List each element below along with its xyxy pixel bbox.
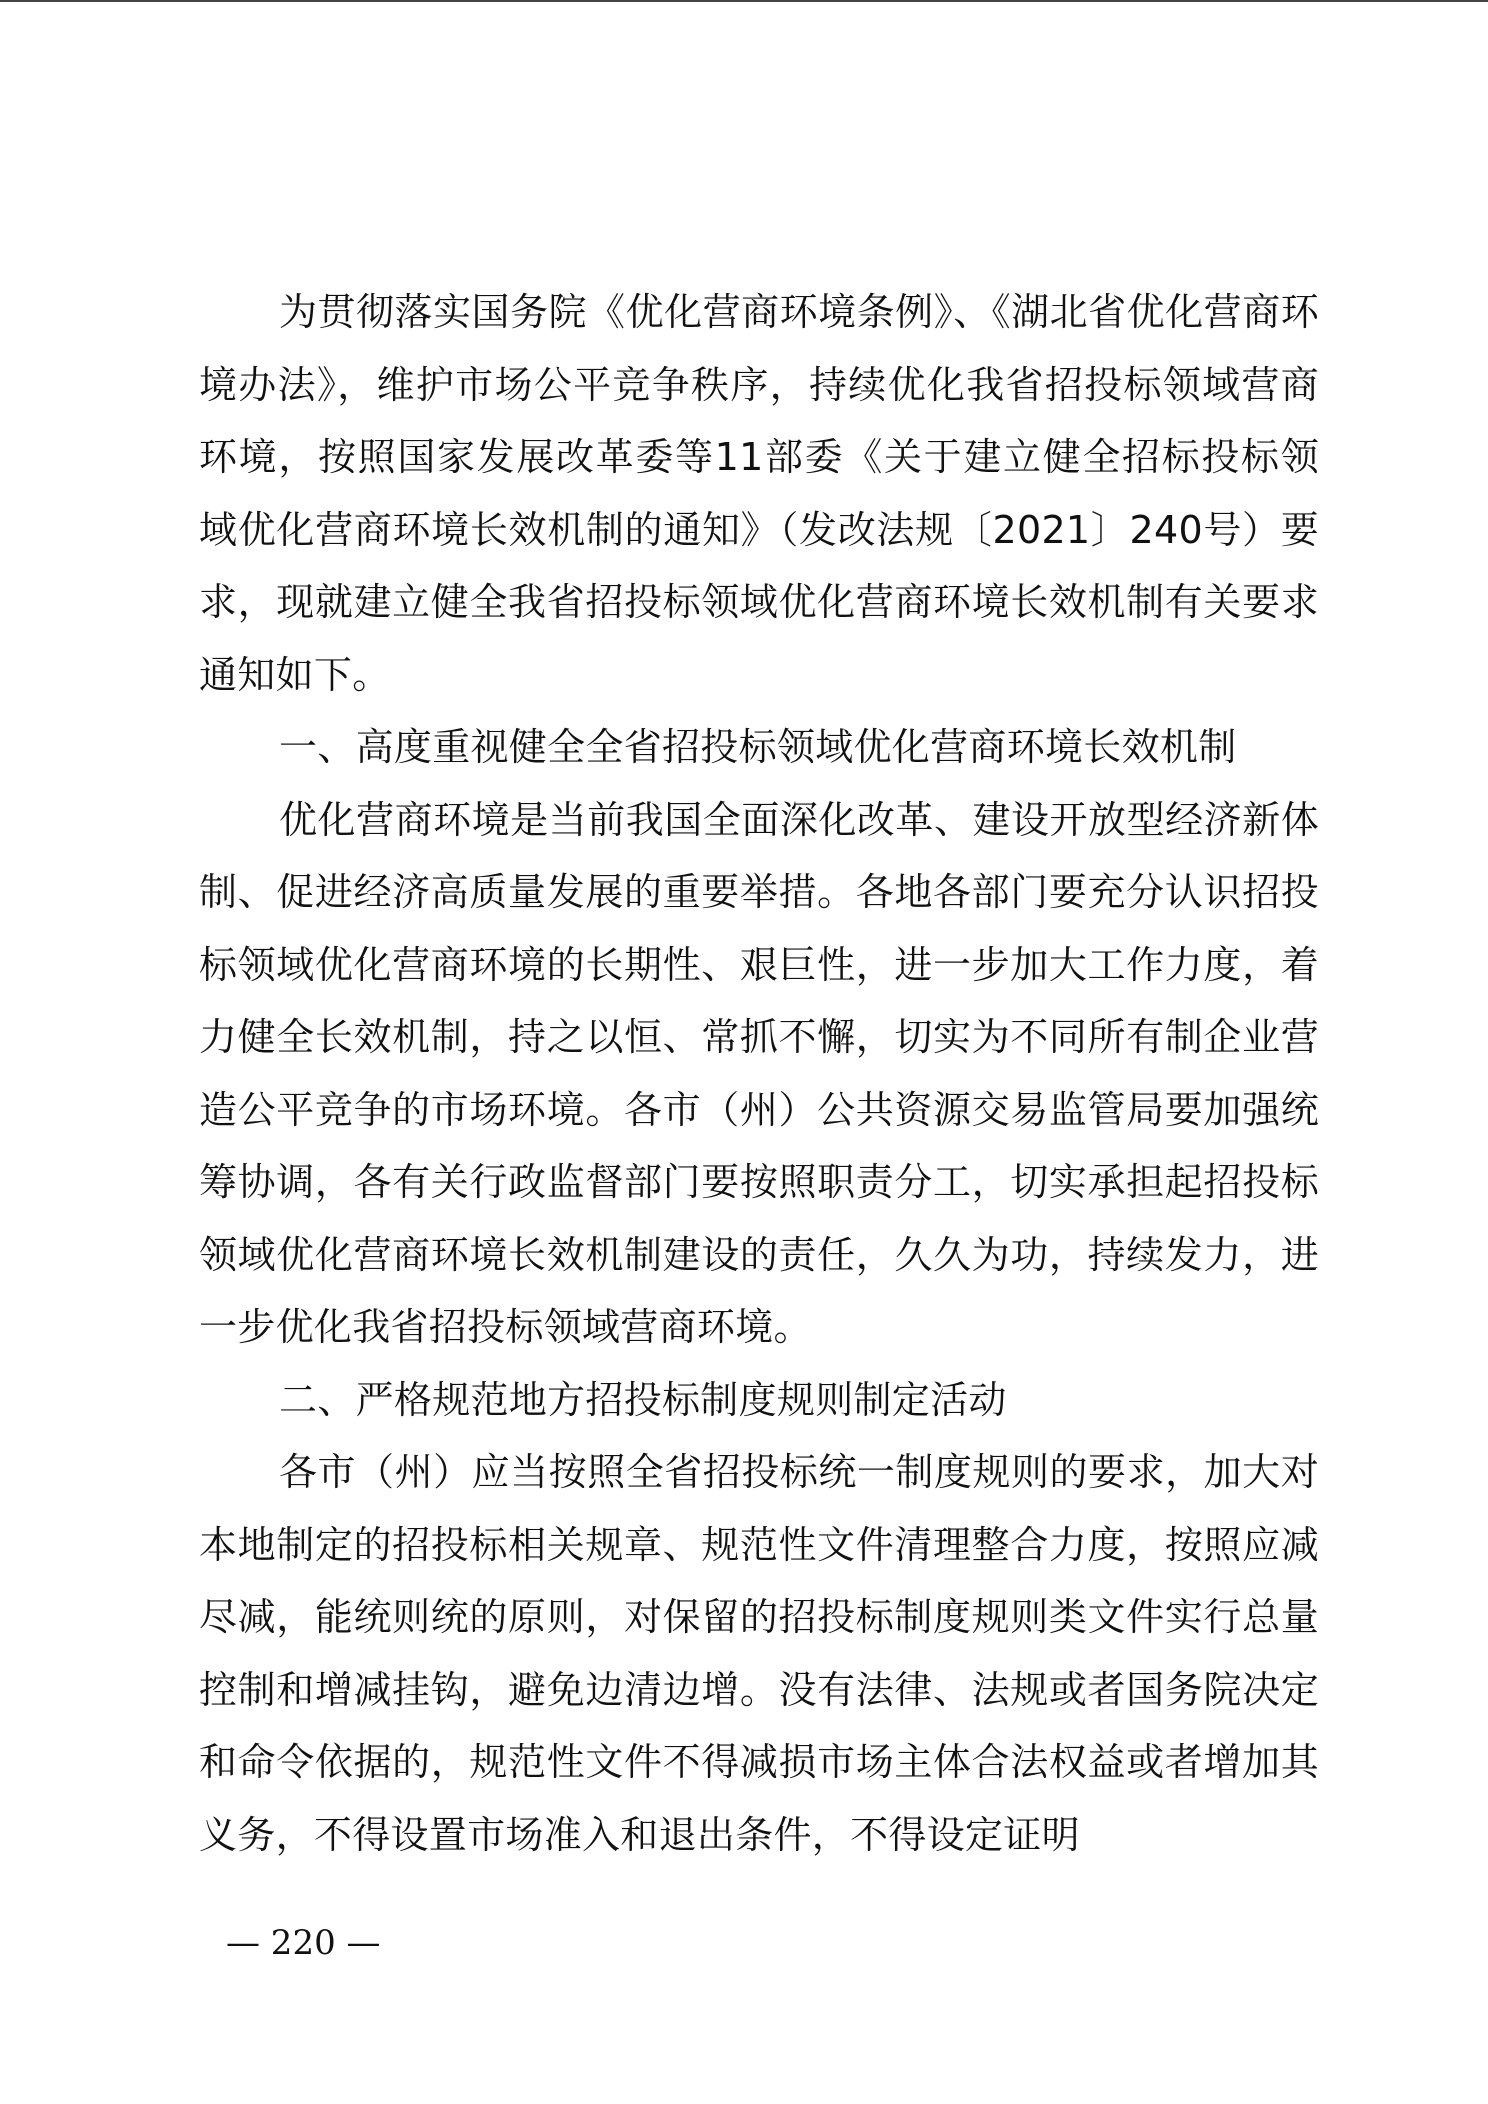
section-2-paragraph: 各市（州）应当按照全省招投标统一制度规则的要求，加大对本地制定的招投标相关规章、规范性文件清理整合力度，按照应减尽减，能统则统的原则，对保留的招投标制度规则类文件实行总量控制和增减挂钩，避免边清边增。没有法律、法规或者国务院决定和命令依据的，规范性文件不得减损市场主体合法权益或者增加其义务，不得设置市场准入和退出条件，不得设定证明 (199, 1450, 1319, 1857)
section-1-paragraph: 优化营商环境是当前我国全面深化改革、建设开放型经济新体制、促进经济高质量发展的重要举措。各地各部门要充分认识招投标领域优化营商环境的长期性、艰巨性，进一步加大工作力度，着力健全长效机制，持之以恒、常抓不懈，切实为不同所有制企业营造公平竞争的市场环境。各市（州）公共资源交易监管局要加强统筹协调，各有关行政监督部门要按照职责分工，切实承担起招投标领域优化营商环境长效机制建设的责任，久久为功，持续发力，进一步优化我省招投标领域营商环境。 (199, 797, 1319, 1349)
page-top-border (0, 0, 1488, 2)
document-body (199, 276, 1319, 1871)
intro-paragraph: 为贯彻落实国务院《优化营商环境条例》、《湖北省优化营商环境办法》，维护市场公平竞争秩序，持续优化我省招投标领域营商环境，按照国家发展改革委等11部委《关于建立健全招标投标领域优化营商环境长效机制的通知》（发改法规〔2021〕240号）要求，现就建立健全我省招投标领域优化营商环境长效机制有关要求通知如下。 (199, 290, 1319, 697)
page-number: — 220 — (226, 1923, 381, 1963)
section-heading-2: 二、严格规范地方招投标制度规则制定活动 (279, 1377, 1007, 1422)
section-heading-1: 一、高度重视健全全省招投标领域优化营商环境长效机制 (279, 725, 1237, 769)
